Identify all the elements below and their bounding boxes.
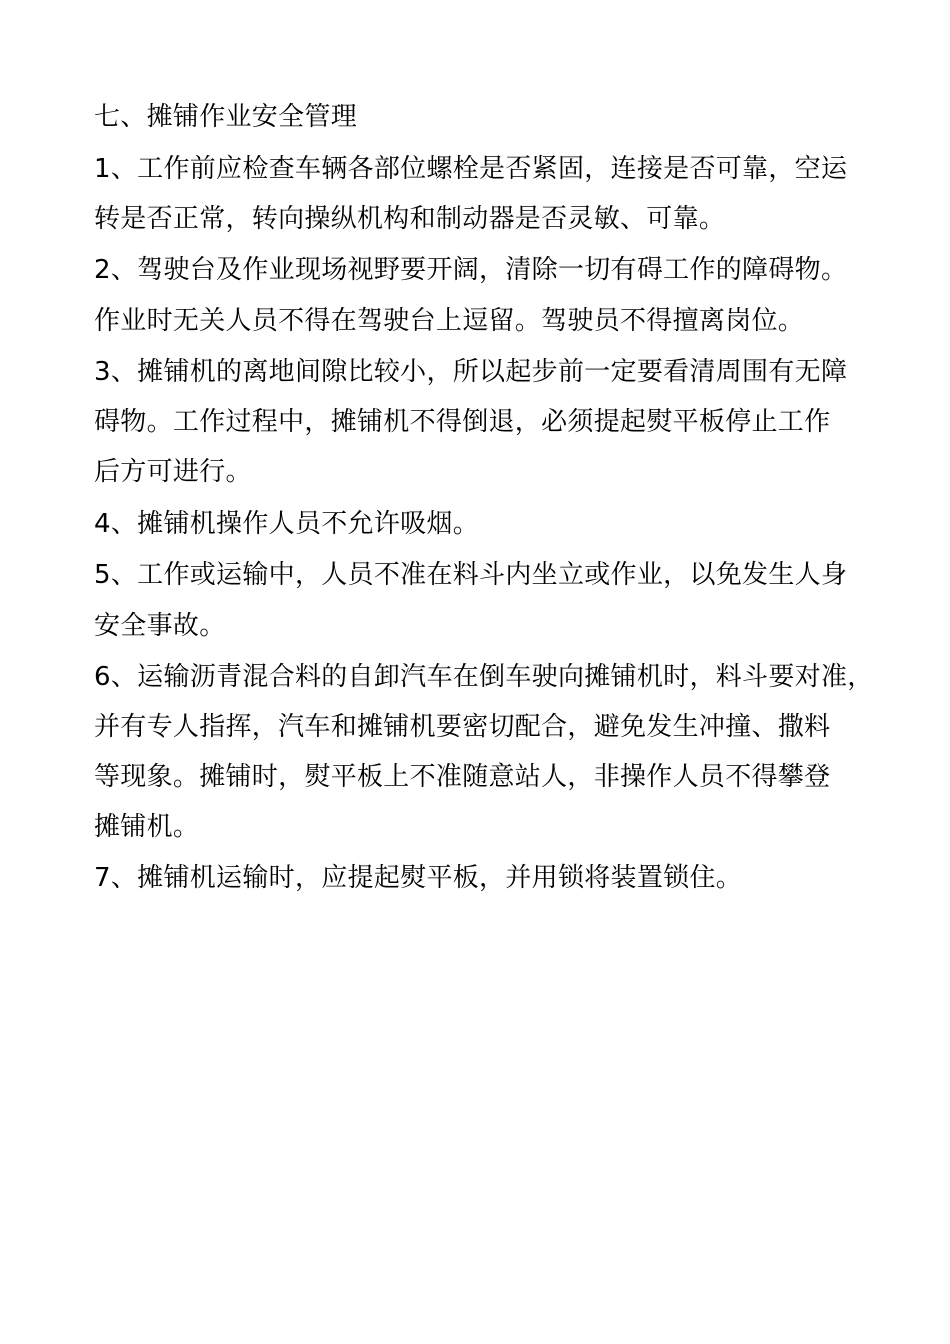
text-line: 并有专人指挥，汽车和摊铺机要密切配合，避免发生冲撞、撒料	[94, 712, 831, 742]
text-line: 2、驾驶台及作业现场视野要开阔，清除一切有碍工作的障碍物。	[94, 255, 848, 285]
text-line: 作业时无关人员不得在驾驶台上逗留。驾驶员不得擅离岗位。	[94, 306, 805, 336]
text-line: 6、运输沥青混合料的自卸汽车在倒车驶向摊铺机时，料斗要对准，	[94, 662, 874, 692]
text-line: 3、摊铺机的离地间隙比较小，所以起步前一定要看清周围有无障	[94, 357, 848, 387]
section-heading: 七、摊铺作业安全管理	[94, 102, 358, 132]
text-line: 5、工作或运输中，人员不准在料斗内坐立或作业，以免发生人身	[94, 560, 848, 590]
text-line: 4、摊铺机操作人员不允许吸烟。	[94, 509, 480, 539]
text-line: 转是否正常，转向操纵机构和制动器是否灵敏、可靠。	[94, 204, 726, 234]
text-line: 后方可进行。	[94, 457, 252, 487]
text-line: 安全事故。	[94, 611, 226, 641]
text-line: 摊铺机。	[94, 812, 200, 842]
text-line: 等现象。摊铺时，熨平板上不准随意站人，非操作人员不得攀登	[94, 762, 831, 792]
text-line: 7、摊铺机运输时，应提起熨平板，并用锁将装置锁住。	[94, 863, 743, 893]
text-line: 碍物。工作过程中，摊铺机不得倒退，必须提起熨平板停止工作	[94, 407, 831, 437]
text-line: 1、工作前应检查车辆各部位螺栓是否紧固，连接是否可靠，空运	[94, 154, 848, 184]
